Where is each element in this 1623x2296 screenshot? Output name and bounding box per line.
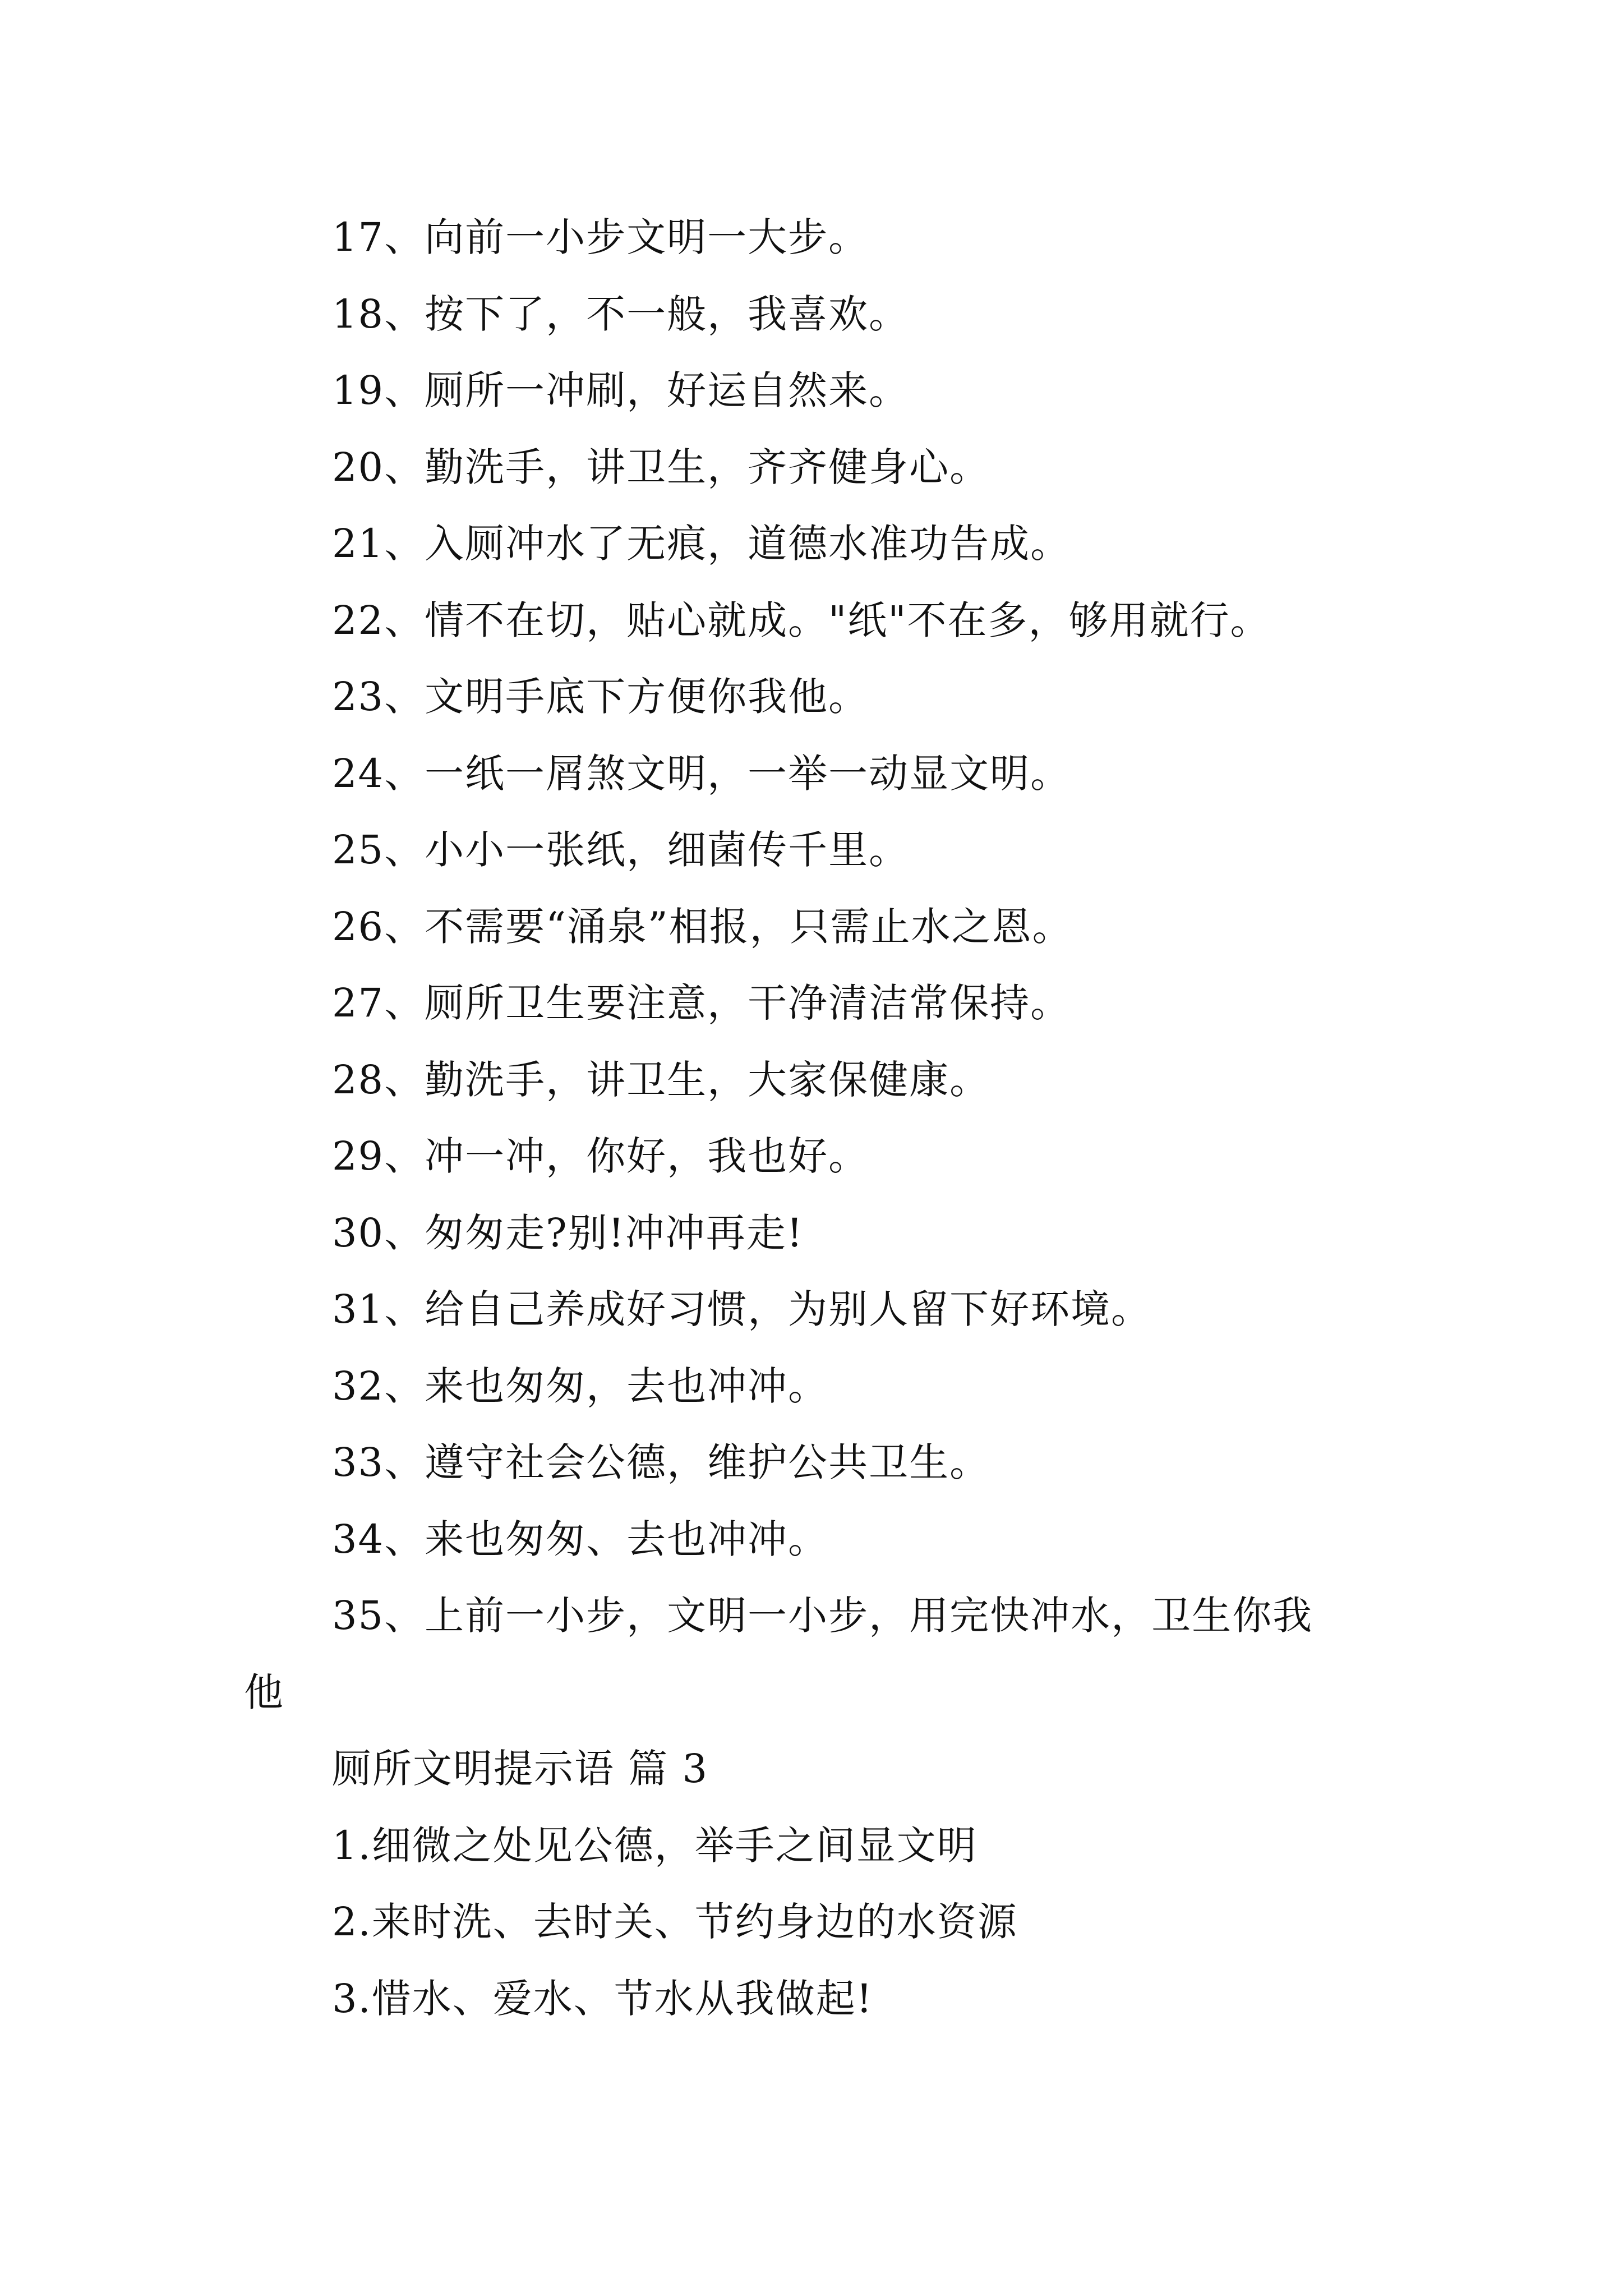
list-item: 21、入厕冲水了无痕，道德水准功告成。 bbox=[332, 521, 1071, 567]
list-item: 34、来也匆匆、去也冲冲。 bbox=[332, 1516, 829, 1562]
document-body bbox=[244, 199, 1399, 2037]
list-item: 1.细微之处见公德，举手之间显文明 bbox=[332, 1822, 978, 1869]
list-item: 22、情不在切，贴心就成。"纸"不在多，够用就行。 bbox=[332, 597, 1271, 643]
list-item: 33、遵守社会公德，维护公共卫生。 bbox=[332, 1439, 990, 1485]
list-item: 18、按下了，不一般，我喜欢。 bbox=[332, 291, 910, 337]
list-item: 32、来也匆匆，去也冲冲。 bbox=[332, 1363, 829, 1409]
list-item: 25、小小一张纸，细菌传千里。 bbox=[332, 827, 910, 873]
list-item-continuation: 他 bbox=[244, 1669, 284, 1715]
list-item: 20、勤洗手，讲卫生，齐齐健身心。 bbox=[332, 444, 990, 490]
list-item: 2.来时洗、去时关、节约身边的水资源 bbox=[332, 1899, 1018, 1945]
section-heading: 厕所文明提示语 篇 3 bbox=[332, 1746, 709, 1792]
list-item: 28、勤洗手，讲卫生，大家保健康。 bbox=[332, 1056, 990, 1103]
list-item: 17、向前一小步文明一大步。 bbox=[332, 214, 869, 260]
list-item: 24、一纸一屑煞文明，一举一动显文明。 bbox=[332, 750, 1071, 797]
list-item: 31、给自己养成好习惯，为别人留下好环境。 bbox=[332, 1286, 1152, 1332]
list-item: 3.惜水、爱水、节水从我做起! bbox=[332, 1975, 873, 2022]
list-item: 30、匆匆走?别!冲冲再走! bbox=[332, 1209, 804, 1256]
list-item: 23、文明手底下方便你我他。 bbox=[332, 674, 869, 720]
list-item: 29、冲一冲，你好，我也好。 bbox=[332, 1133, 869, 1179]
list-item: 27、厕所卫生要注意，干净清洁常保持。 bbox=[332, 980, 1071, 1026]
list-item: 19、厕所一冲刷，好运自然来。 bbox=[332, 367, 910, 413]
list-item: 26、不需要“涌泉”相报，只需止水之恩。 bbox=[332, 903, 1073, 950]
list-item: 35、上前一小步，文明一小步，用完快冲水，卫生你我 bbox=[332, 1593, 1313, 1639]
